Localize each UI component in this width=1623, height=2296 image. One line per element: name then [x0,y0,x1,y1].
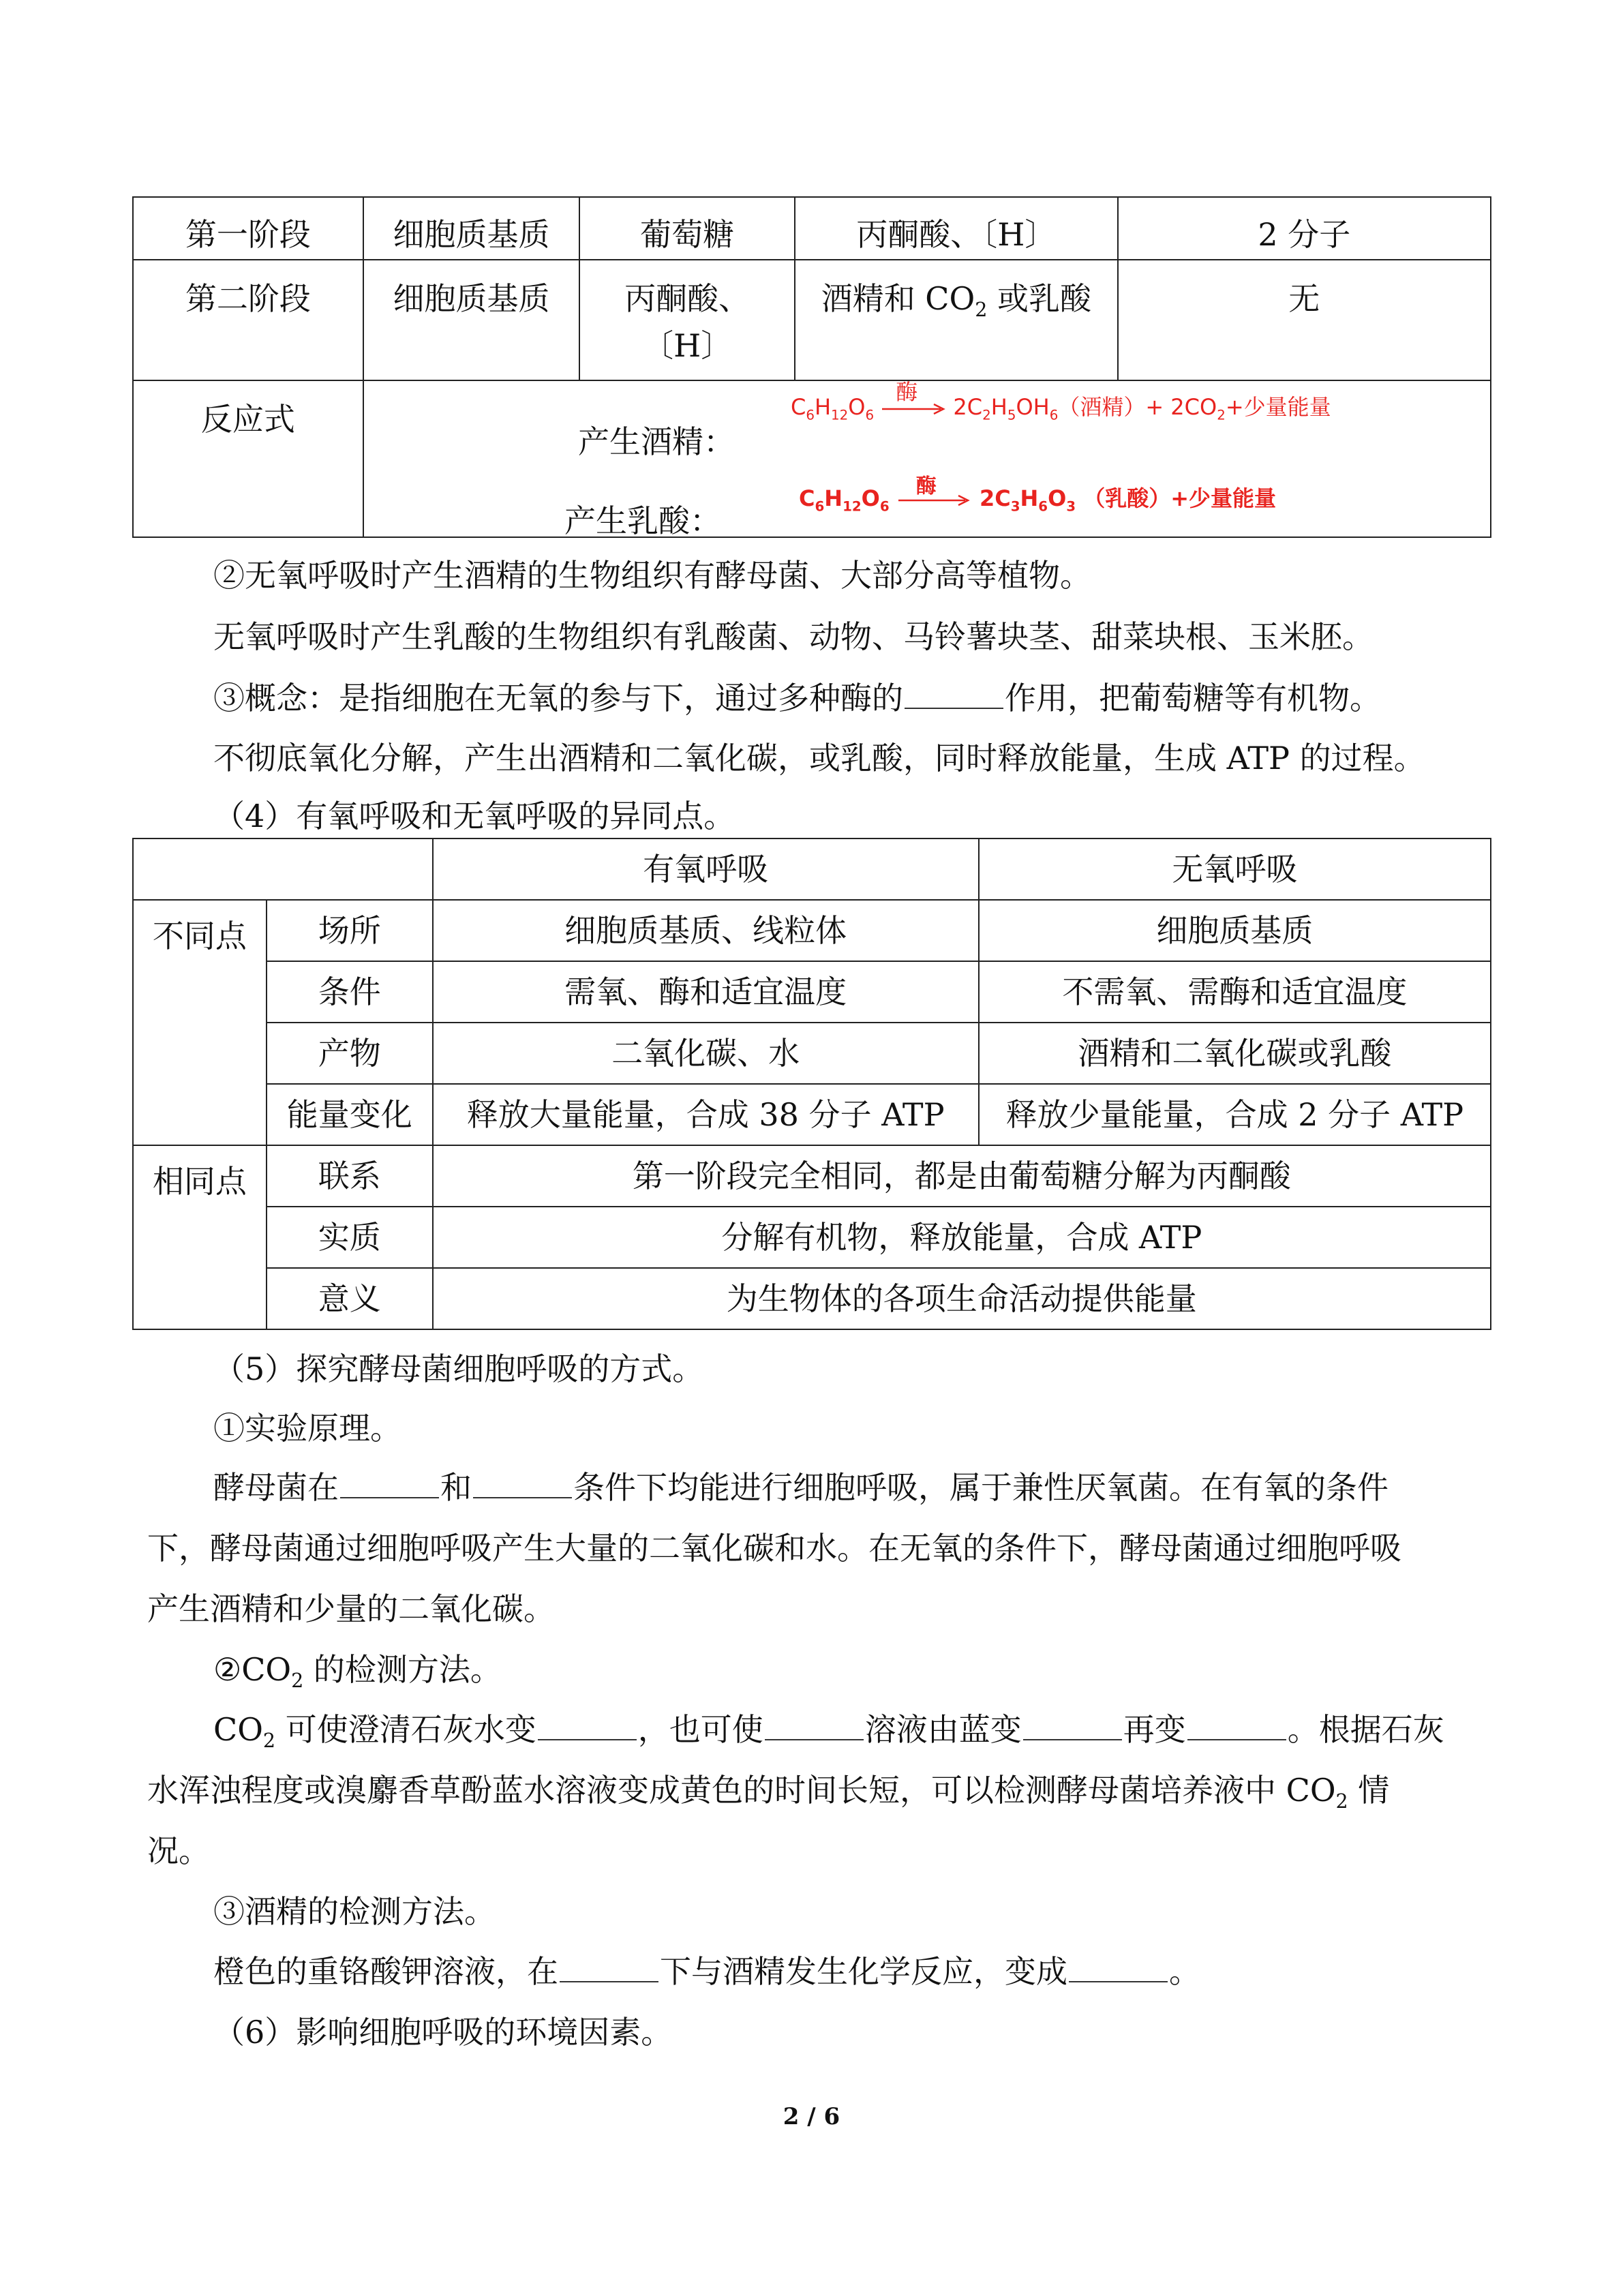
table-cell: 实质 [267,1207,433,1268]
table-cell: 葡萄糖 [579,197,795,260]
paragraph [213,678,1381,719]
table-cell [133,839,433,900]
paragraph-text: ③概念：是指细胞在无氧的参与下，通过多种酶的 [213,680,903,716]
page-number: 2 / 6 [783,2103,840,2130]
arrow-icon [881,402,946,416]
subsection-title: ③酒精的检测方法。 [213,1893,496,1930]
formula-reactant: $C_6H_{12}O_6$ [799,485,890,515]
paragraph-text: 条件下均能进行细胞呼吸，属于兼性厌氧菌。在有氧的条件 [573,1469,1389,1506]
table-cell: 二氧化碳、水 [433,1023,979,1084]
table-cell: 第二阶段 [133,260,363,380]
alcohol-label: 产生酒精： [578,423,735,460]
table-cell: 2 分子 [1118,197,1491,260]
reaction-arrow [897,474,972,510]
fill-blank[interactable] [765,1712,864,1740]
table-row [133,900,1491,961]
table-cell: 产物 [267,1023,433,1084]
table-header-cell: 有氧呼吸 [433,839,979,900]
alcohol-formula [791,379,1331,423]
fill-blank[interactable] [340,1470,439,1498]
table-cell: 释放大量能量，合成 38 分子 ATP [433,1084,979,1145]
table-cell: 酒精和二氧化碳或乳酸 [979,1023,1491,1084]
table-cell: 丙酮酸、〔H〕 [579,260,795,380]
table-row [133,1145,1491,1207]
paragraph: 下，酵母菌通过细胞呼吸产生大量的二氧化碳和水。在无氧的条件下，酵母菌通过细胞呼吸 [147,1530,1401,1567]
table-cell: 能量变化 [267,1084,433,1145]
paragraph-text: 再变 [1123,1711,1186,1748]
table-cell: 细胞质基质 [363,260,580,380]
paragraph-text: 橙色的重铬酸钾溶液，在 [213,1953,558,1990]
table-row [133,1268,1491,1329]
paragraph-text: 。根据石灰 [1287,1711,1444,1748]
lactic-formula [799,474,1277,515]
reaction-label: 反应式 [133,380,363,537]
paragraph: ②无氧呼吸时产生酒精的生物组织有酵母菌、大部分高等植物。 [213,557,1091,594]
subsection-title: ①实验原理。 [213,1410,401,1447]
fill-blank[interactable] [905,680,1003,709]
subsection-title: $②CO_2$ 的检测方法。 [213,1651,502,1693]
paragraph: 产生酒精和少量的二氧化碳。 [147,1590,555,1627]
table-cell: 第一阶段完全相同，都是由葡萄糖分解为丙酮酸 [433,1145,1491,1207]
table-row [133,961,1491,1023]
table-header-cell: 无氧呼吸 [979,839,1491,900]
table-cell: 联系 [267,1145,433,1207]
formula-product: $2C_3H_6O_3$ （乳酸）+少量能量 [979,485,1277,515]
table-cell: 释放少量能量，合成 2 分子 ATP [979,1084,1491,1145]
paragraph-text: 下与酒精发生化学反应，变成 [660,1953,1067,1990]
fill-blank[interactable] [473,1470,572,1498]
paragraph: 况。 [147,1832,210,1869]
paragraph: 不彻底氧化分解，产生出酒精和二氧化碳，或乳酸，同时释放能量，生成 ATP 的过程。 [213,740,1425,776]
table-cell: 丙酮酸、〔H〕 [795,197,1118,260]
paragraph-text: ，也可使 [637,1711,763,1748]
table-cell: 需氧、酶和适宜温度 [433,961,979,1023]
table-cell: 场所 [267,900,433,961]
table-cell: 条件 [267,961,433,1023]
fill-blank[interactable] [560,1954,658,1982]
paragraph-text: 。 [1169,1953,1200,1990]
section-title: （6）影响细胞呼吸的环境因素。 [213,2014,673,2051]
enzyme-label: 酶 [896,379,918,405]
table-row [133,197,1491,260]
table-cell: 细胞质基质 [363,197,580,260]
reaction-arrow [881,379,946,419]
paragraph-text: 酵母菌在 [213,1469,339,1506]
stage2-product-text: 酒精和 $CO_2$ 或乳酸 [821,280,1091,322]
comparison-table [132,838,1491,1330]
table-cell: 无 [1118,260,1491,380]
paragraph-text: $CO_2$ 可使澄清石灰水变 [213,1711,536,1753]
paragraph [213,1952,1200,1993]
paragraph [213,1710,1444,1753]
table-cell: 为生物体的各项生命活动提供能量 [433,1268,1491,1329]
paragraph-text: 和 [440,1469,472,1506]
table-cell: 细胞质基质、线粒体 [433,900,979,961]
fill-blank[interactable] [1187,1712,1286,1740]
arrow-icon [897,494,972,507]
enzyme-label: 酶 [915,474,937,498]
formula-product: $2C_2H_5OH_6$（酒精）+ $2CO_2+$少量能量 [953,394,1331,423]
lactic-label: 产生乳酸： [564,502,721,539]
fill-blank[interactable] [538,1712,637,1740]
table-cell: 细胞质基质 [979,900,1491,961]
paragraph: （4）有氧呼吸和无氧呼吸的异同点。 [213,798,735,834]
paragraph-text: 溶液由蓝变 [864,1711,1022,1748]
table-row [133,1084,1491,1145]
table-cell: 分解有机物，释放能量，合成 ATP [433,1207,1491,1268]
table-cell: 意义 [267,1268,433,1329]
table-row [133,1023,1491,1084]
diff-label: 不同点 [133,900,267,1145]
table-row [133,1207,1491,1268]
paragraph [213,1468,1389,1509]
formula-reactant: $C_6H_{12}O_6$ [791,394,875,423]
same-label: 相同点 [133,1145,267,1329]
paragraph: 水浑浊程度或溴麝香草酚蓝水溶液变成黄色的时间长短，可以检测酵母菌培养液中 $CO_2$ 情 [147,1772,1390,1813]
paragraph-text: 作用，把葡萄糖等有机物。 [1005,680,1381,716]
table-row [133,839,1491,900]
fill-blank[interactable] [1023,1712,1122,1740]
paragraph: 无氧呼吸时产生乳酸的生物组织有乳酸菌、动物、马铃薯块茎、甜菜块根、玉米胚。 [213,618,1374,655]
table-row [133,260,1491,380]
fill-blank[interactable] [1069,1954,1168,1982]
table-cell: 不需氧、需酶和适宜温度 [979,961,1491,1023]
table-cell: 第一阶段 [133,197,363,260]
table-cell [795,260,1118,380]
section-title: （5）探究酵母菌细胞呼吸的方式。 [213,1350,704,1387]
